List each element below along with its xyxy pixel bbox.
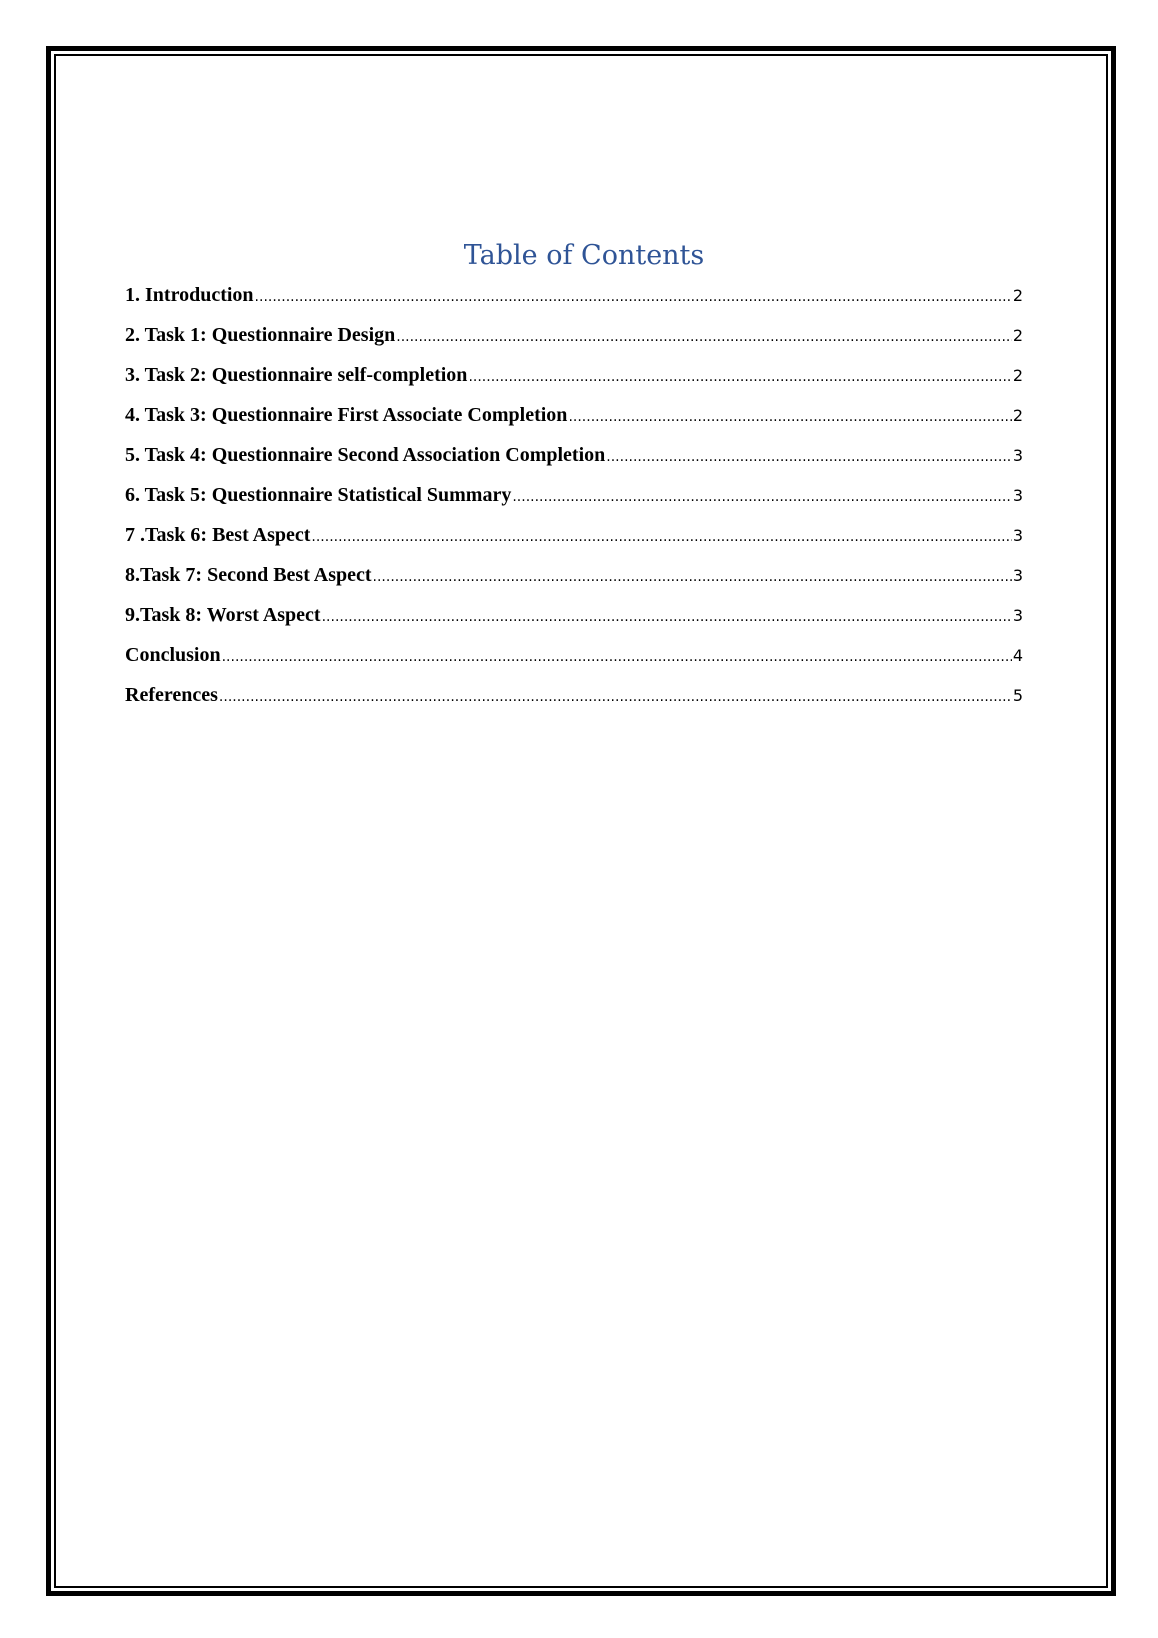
toc-entry-label: 2. Task 1: Questionnaire Design — [125, 324, 396, 346]
toc-dot-leader — [219, 684, 1012, 710]
toc-entry-label: 3. Task 2: Questionnaire self-completion — [125, 364, 468, 386]
toc-entry-page: 3 — [1012, 606, 1023, 625]
toc-entry[interactable] — [125, 522, 1023, 562]
toc-entry-label: 6. Task 5: Questionnaire Statistical Summary — [125, 484, 512, 506]
toc-entry-label: 5. Task 4: Questionnaire Second Association Completion — [125, 444, 606, 466]
toc-entry[interactable] — [125, 642, 1023, 682]
toc-entry[interactable] — [125, 482, 1023, 522]
toc-entry-page: 3 — [1012, 486, 1023, 505]
toc-entry-page: 3 — [1012, 526, 1023, 545]
toc-dot-leader — [606, 444, 1012, 470]
toc-entry-page: 4 — [1012, 646, 1023, 665]
toc-entry-label: 1. Introduction — [125, 284, 254, 306]
toc-entry-page: 2 — [1012, 286, 1023, 305]
toc-entry-label: Conclusion — [125, 644, 221, 666]
toc-entry-page: 2 — [1012, 406, 1023, 425]
toc-dot-leader — [222, 644, 1012, 670]
toc-entry-label: 8.Task 7: Second Best Aspect — [125, 564, 372, 586]
toc-entry-page: 2 — [1012, 366, 1023, 385]
toc-entry[interactable] — [125, 602, 1023, 642]
toc-entry-label: 4. Task 3: Questionnaire First Associate Completion — [125, 404, 568, 426]
toc-entry[interactable] — [125, 562, 1023, 602]
toc-entry[interactable] — [125, 402, 1023, 442]
toc-dot-leader — [568, 404, 1011, 430]
toc-entry[interactable] — [125, 442, 1023, 482]
table-of-contents — [125, 236, 1023, 722]
toc-dot-leader — [373, 564, 1012, 590]
toc-entry-page: 5 — [1012, 686, 1023, 705]
toc-dot-leader — [255, 284, 1012, 310]
toc-title: Table of Contents — [463, 240, 705, 271]
toc-entry[interactable] — [125, 362, 1023, 402]
toc-entry-page: 2 — [1012, 326, 1023, 345]
toc-entry-page: 3 — [1012, 566, 1023, 585]
toc-entry-label: 9.Task 8: Worst Aspect — [125, 604, 321, 626]
toc-dot-leader — [396, 324, 1012, 350]
toc-entry-label: References — [125, 684, 218, 706]
toc-entry[interactable] — [125, 682, 1023, 722]
toc-dot-leader — [468, 364, 1011, 390]
toc-dot-leader — [322, 604, 1012, 630]
toc-entry[interactable] — [125, 322, 1023, 362]
toc-entry-page: 3 — [1012, 446, 1023, 465]
toc-dot-leader — [512, 484, 1011, 510]
toc-entry[interactable] — [125, 282, 1023, 322]
toc-entry-label: 7 .Task 6: Best Aspect — [125, 524, 311, 546]
toc-dot-leader — [311, 524, 1011, 550]
